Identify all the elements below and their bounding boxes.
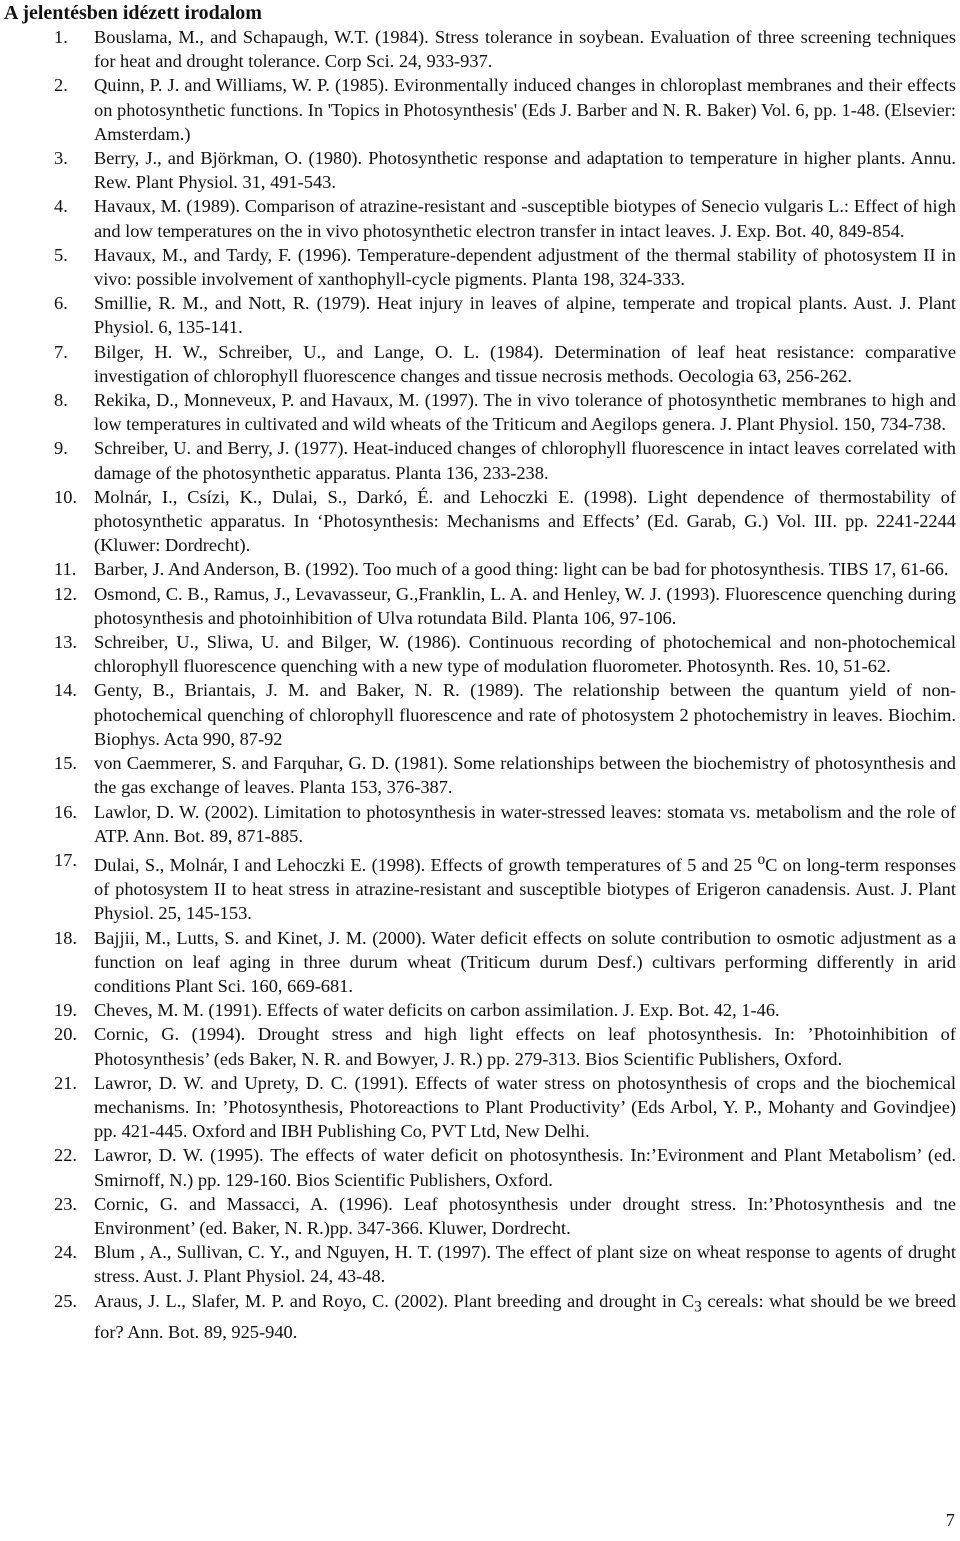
reference-item	[0, 1289, 960, 1344]
reference-number: 20.	[54, 1024, 77, 1045]
reference-item	[0, 194, 960, 242]
page-number: 7	[945, 1510, 955, 1530]
reference-text: Cheves, M. M. (1991). Effects of water deficits on carbon assimilation. J. Exp. Bot. 42, 1-46.	[94, 1000, 780, 1021]
reference-number: 15.	[54, 753, 77, 774]
reference-item	[0, 582, 960, 630]
reference-number: 9.	[54, 438, 68, 459]
reference-item	[0, 388, 960, 436]
reference-item	[0, 485, 960, 558]
reference-item	[0, 291, 960, 339]
reference-number: 18.	[54, 927, 77, 948]
page-heading: A jelentésben idézett irodalom	[4, 2, 262, 24]
reference-text: Berry, J., and Björkman, O. (1980). Photosynthetic response and adaptation to temperature in higher plants. Annu. Rew. Plant Physiol. 31, 491-543.	[94, 148, 956, 193]
reference-item	[0, 1022, 960, 1070]
reference-number: 3.	[54, 148, 68, 169]
reference-item	[0, 848, 960, 926]
reference-text: Havaux, M., and Tardy, F. (1996). Temperature-dependent adjustment of the thermal stability of photosystem II in vivo: possible involvement of xanthophyll-cycle pigments. Planta 198, 324-333.	[94, 244, 956, 290]
reference-number: 13.	[54, 632, 77, 653]
reference-number: 25.	[54, 1290, 77, 1311]
reference-text: Rekika, D., Monneveux, P. and Havaux, M. (1997). The in vivo tolerance of photosynthetic membranes to high and low temperatures in cultivated and wild wheats of the Triticum and Aegilops genera. J. Plant Physiol. 150, 734-738.	[94, 390, 956, 435]
reference-text: Schreiber, U., Sliwa, U. and Bilger, W. (1986). Continuous recording of photochemical and non-photochemical chlorophyll fluorescence quenching with a new type of modulation fluorometer. Photosynth. Res. 10, 51-62.	[94, 632, 956, 677]
reference-item	[0, 243, 960, 291]
reference-text-part: cereals: what should be we breed for? Ann. Bot. 89, 925-940.	[94, 1290, 956, 1342]
reference-text: von Caemmerer, S. and Farquhar, G. D. (1981). Some relationships between the biochemistry of photosynthesis and the gas exchange of leaves. Planta 153, 376-387.	[94, 753, 956, 798]
reference-item	[0, 1240, 960, 1288]
reference-text: Smillie, R. M., and Nott, R. (1979). Heat injury in leaves of alpine, temperate and tropical plants. Aust. J. Plant Physiol. 6, 135-141.	[94, 293, 956, 338]
reference-number: 24.	[54, 1242, 77, 1263]
reference-text	[94, 1289, 956, 1344]
reference-item	[0, 1143, 960, 1191]
reference-number: 5.	[54, 244, 68, 265]
reference-text: Cornic, G. and Massacci, A. (1996). Leaf photosynthesis under drought stress. In:’Photosynthesis and tne Environment’ (ed. Baker, N. R.)pp. 347-366. Kluwer, Dordrecht.	[94, 1193, 956, 1239]
reference-item	[0, 678, 960, 751]
reference-text: Barber, J. And Anderson, B. (1992). Too much of a good thing: light can be bad for photosynthesis. TIBS 17, 61-66.	[94, 559, 949, 580]
reference-number: 12.	[54, 583, 77, 604]
reference-number: 17.	[54, 849, 77, 870]
reference-item	[0, 25, 960, 73]
reference-item	[0, 340, 960, 388]
reference-text: Genty, B., Briantais, J. M. and Baker, N. R. (1989). The relationship between the quantum yield of non-photochemical quenching of chlorophyll fluorescence and rate of photosystem 2 photochemistry in leaves. Biochim. Biophys. Acta 990, 87-92	[94, 680, 956, 749]
reference-text: Bouslama, M., and Schapaugh, W.T. (1984). Stress tolerance in soybean. Evaluation of three screening techniques for heat and drought tolerance. Corp Sci. 24, 933-937.	[94, 27, 956, 72]
reference-item	[0, 926, 960, 999]
reference-text: Lawror, D. W. and Uprety, D. C. (1991). Effects of water stress on photosynthesis of crops and the biochemical mechanisms. In: ’Photosynthesis, Photoreactions to Plant Productivity’ (Eds Arbol, Y. P., Mohanty and Govindjee) pp. 421-445. Oxford and IBH Publishing Co, PVT Ltd, New Delhi.	[94, 1072, 956, 1142]
reference-text: Molnár, I., Csízi, K., Dulai, S., Darkó, É. and Lehoczki E. (1998). Light dependence of thermostability of photosynthetic apparatus. In ‘Photosynthesis: Mechanisms and Effects’ (Ed. Garab, G.) Vol. III. pp. 2241-2244 (Kluwer: Dordrecht).	[94, 486, 956, 556]
reference-number: 14.	[54, 680, 77, 701]
reference-item	[0, 146, 960, 194]
reference-item	[0, 998, 960, 1022]
reference-number: 19.	[54, 1000, 77, 1021]
reference-text: Lawlor, D. W. (2002). Limitation to photosynthesis in water-stressed leaves: stomata vs. metabolism and the role of ATP. Ann. Bot. 89, 871-885.	[94, 801, 956, 846]
reference-number: 6.	[54, 293, 68, 314]
reference-item	[0, 73, 960, 146]
reference-number: 22.	[54, 1145, 77, 1166]
reference-number: 1.	[54, 27, 68, 47]
reference-text: Blum , A., Sullivan, C. Y., and Nguyen, H. T. (1997). The effect of plant size on wheat response to agents of drught stress. Aust. J. Plant Physiol. 24, 43-48.	[94, 1242, 956, 1287]
reference-list	[0, 25, 960, 1344]
subscript: 3	[694, 1298, 702, 1316]
reference-text: Cornic, G. (1994). Drought stress and high light effects on leaf photosynthesis. In: ’Photoinhibition of Photosynthesis’ (eds Baker, N. R. and Bowyer, J. R.) pp. 279-313. Bios Scientific Publishers, Oxford.	[94, 1024, 956, 1069]
reference-number: 7.	[54, 341, 68, 362]
degree-superscript: o	[757, 850, 766, 868]
reference-text: Schreiber, U. and Berry, J. (1977). Heat-induced changes of chlorophyll fluorescence in intact leaves correlated with damage of the photosynthetic apparatus. Planta 136, 233-238.	[94, 438, 956, 483]
reference-number: 23.	[54, 1193, 77, 1214]
reference-text: Bajjii, M., Lutts, S. and Kinet, J. M. (2000). Water deficit effects on solute contribution to osmotic adjustment as a function on leaf aging in three durum wheat (Triticum durum Desf.) cultivars performing differently in arid conditions Plant Sci. 160, 669-681.	[94, 927, 956, 997]
reference-text: Quinn, P. J. and Williams, W. P. (1985). Evironmentally induced changes in chloroplast membranes and their effects on photosynthetic functions. In 'Topics in Photosynthesis' (Eds J. Barber and N. R. Baker) Vol. 6, pp. 1-48. (Elsevier: Amsterdam.)	[94, 75, 956, 144]
reference-item	[0, 1192, 960, 1240]
reference-number: 2.	[54, 75, 68, 96]
reference-item	[0, 630, 960, 678]
reference-text: Osmond, C. B., Ramus, J., Levavasseur, G.,Franklin, L. A. and Henley, W. J. (1993). Fluorescence quenching during photosynthesis and photoinhibition of Ulva rotundata Bild. Planta 106, 97-106.	[94, 583, 956, 628]
reference-number: 8.	[54, 390, 68, 411]
reference-number: 11.	[54, 559, 77, 580]
reference-text: Bilger, H. W., Schreiber, U., and Lange, O. L. (1984). Determination of leaf heat resistance: comparative investigation of chlorophyll fluorescence changes and tissue necrosis methods. Oecologia 63, 256-262.	[94, 341, 956, 386]
reference-item	[0, 1071, 960, 1144]
reference-item	[0, 436, 960, 484]
reference-number: 10.	[54, 486, 77, 507]
reference-text-part: Dulai, S., Molnár, I and Lehoczki E. (1998). Effects of growth temperatures of 5 and 25	[94, 855, 758, 876]
reference-item	[0, 557, 960, 581]
reference-item	[0, 751, 960, 799]
reference-text	[94, 848, 956, 926]
reference-number: 21.	[54, 1072, 77, 1093]
reference-text: Havaux, M. (1989). Comparison of atrazine-resistant and -susceptible biotypes of Senecio vulgaris L.: Effect of high and low temperatures on the in vivo photosynthetic electron transfer in intact leaves. J. Exp. Bot. 40, 849-854.	[94, 196, 956, 241]
reference-text: Lawror, D. W. (1995). The effects of water deficit on photosynthesis. In:’Evironment and Plant Metabolism’ (ed. Smirnoff, N.) pp. 129-160. Bios Scientific Publishers, Oxford.	[94, 1145, 956, 1190]
reference-number: 4.	[54, 196, 68, 217]
reference-number: 16.	[54, 801, 77, 822]
reference-text-part: C on long-term responses of photosystem II to heat stress in atrazine-resistant and susceptible biotypes of Erigeron canadensis. Aust. J. Plant Physiol. 25, 145-153.	[94, 855, 956, 924]
reference-text-part: Araus, J. L., Slafer, M. P. and Royo, C. (2002). Plant breeding and drought in C	[94, 1290, 695, 1311]
reference-item	[0, 800, 960, 848]
